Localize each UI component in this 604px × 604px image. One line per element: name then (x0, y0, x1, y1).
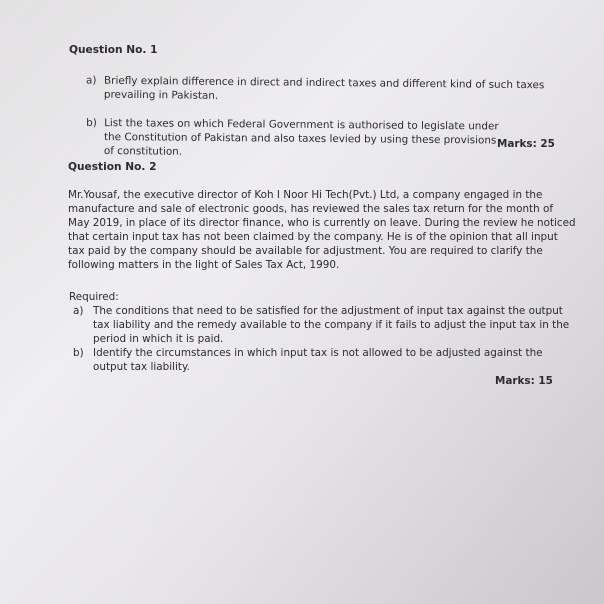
q2-a-text: The conditions that need to be satisfied for the adjustment of input tax against the output tax liability and the remedy available to the company if it fails to adjust the input tax in the period in which it is paid. (93, 305, 570, 345)
q2-b-text: Identify the circumstances in which input tax is not allowed to be adjusted against the output tax liability. (93, 347, 543, 373)
q1-part-b (86, 116, 566, 162)
q2-part-a (73, 304, 573, 346)
q1-b-label: b) (86, 116, 97, 129)
q2-intro-text: Mr.Yousaf, the executive director of Koh I Noor Hi Tech(Pvt.) Ltd, a company engaged in the manufacture and sale of electronic goods, has reviewed the sales tax return for the month of May 2019, in place of its director finance, who is currently on leave. During the review he noticed that certain input tax has not been claimed by the company. He is of the opinion that all input tax paid by the company should be available for adjustment. You are required to clarify the following matters in the light of Sales Tax Act, 1990. (68, 189, 576, 271)
q1-heading: Question No. 1 (69, 44, 158, 56)
q1-a-label: a) (86, 74, 97, 87)
q2-required: Required: (69, 291, 119, 303)
q2-intro (68, 188, 576, 272)
q2-heading: Question No. 2 (68, 161, 157, 173)
q1-marks: Marks: 25 (497, 138, 555, 150)
q2-part-b (73, 346, 573, 374)
q1-a-text: Briefly explain difference in direct and indirect taxes and different kind of such taxes prevailing in Pakistan. (103, 74, 545, 102)
q2-b-label: b) (73, 347, 84, 359)
q2-marks: Marks: 15 (495, 375, 553, 387)
q1-part-a (86, 73, 566, 106)
q2-a-label: a) (73, 305, 84, 317)
q1-b-text: List the taxes on which Federal Government is authorised to legislate under the Constitution of Pakistan and also taxes levied by using these provisions of constitution. (103, 117, 499, 158)
